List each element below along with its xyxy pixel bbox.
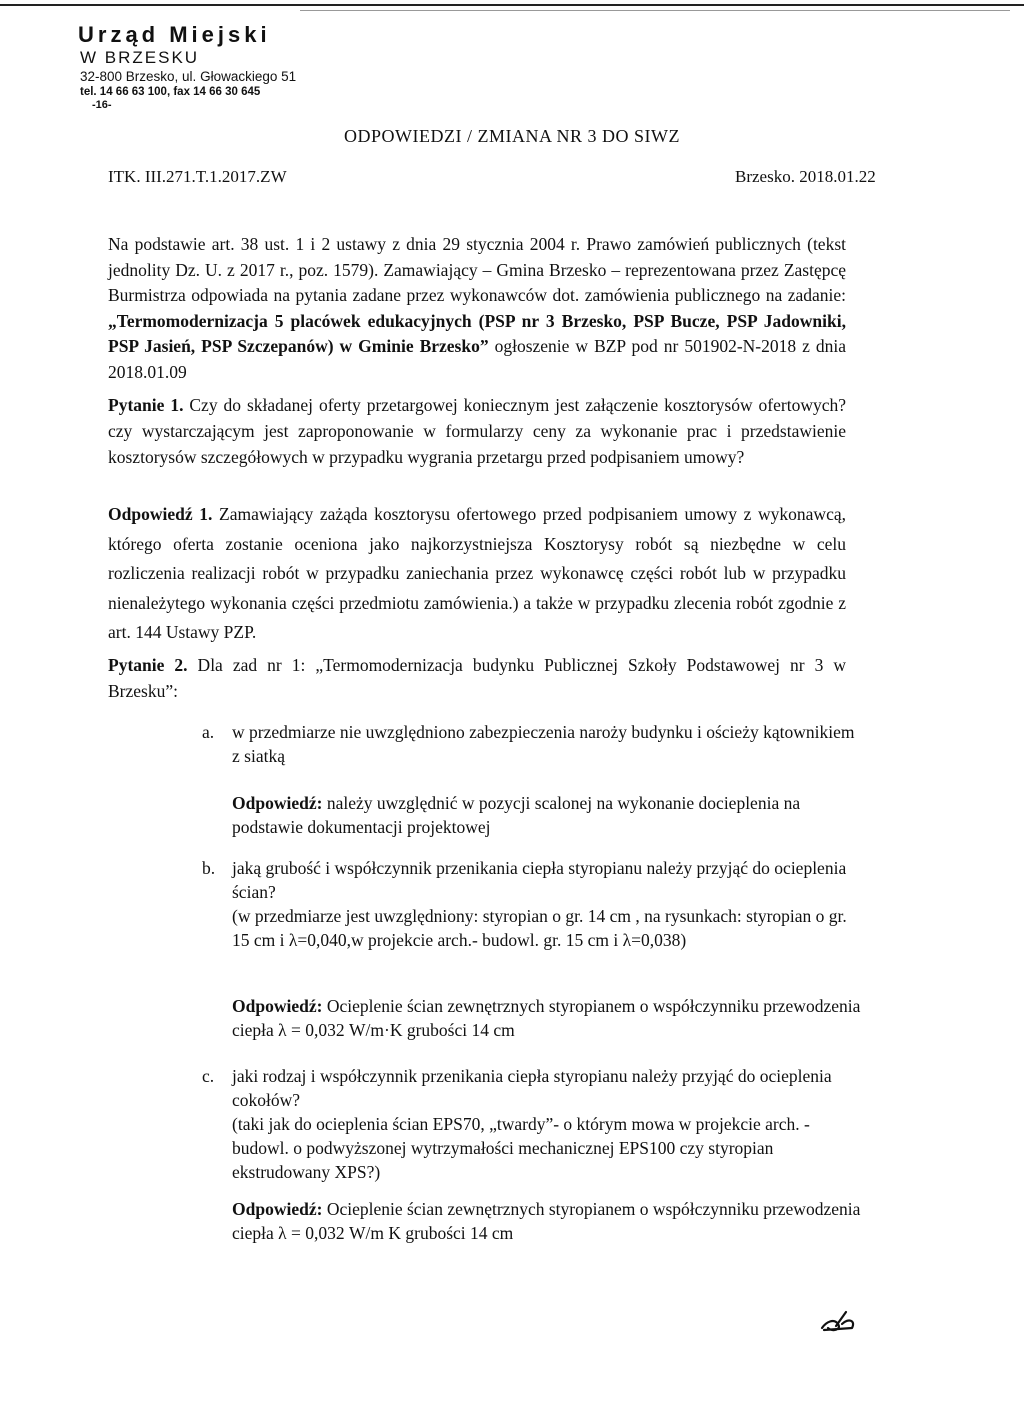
- list-item-letter: c.: [202, 1066, 215, 1086]
- answer-label: Odpowiedź:: [232, 793, 323, 813]
- stamp-office-name: Urząd Miejski: [78, 22, 271, 47]
- reference-number: ITK. III.271.T.1.2017.ZW: [108, 167, 287, 186]
- list-item-c: [202, 1064, 862, 1184]
- intro-task-name: „Termomodernizacja 5 placówek edukacyjnych (PSP nr 3 Brzesko, PSP Bucze, PSP Jadowniki, PSP Jasień, PSP Szczepanów) w Gminie Brzesko”: [108, 310, 846, 356]
- answer-text: Ocieplenie ścian zewnętrznych styropianem o współczynniku przewodzenia ciepła λ = 0,032 W/m K grubości 14 cm: [232, 1199, 861, 1243]
- question-1-label: Pytanie 1.: [108, 395, 184, 415]
- intro-paragraph: [108, 232, 846, 385]
- list-item-question: jaką grubość i współczynnik przenikania ciepła styropianu należy przyjąć do ocieplenia ścian?: [232, 858, 847, 902]
- question-2-label: Pytanie 2.: [108, 655, 188, 675]
- list-item-a: [202, 720, 862, 768]
- stamp-phone: tel. 14 66 63 100, fax 14 66 30 645: [80, 86, 261, 98]
- answer-text: Ocieplenie ścian zewnętrznych styropianem o współczynniku przewodzenia ciepła λ = 0,032 W/m·K grubości 14 cm: [232, 996, 861, 1040]
- intro-text-1: Na podstawie art. 38 ust. 1 i 2 ustawy z dnia 29 stycznia 2004 r. Prawo zamówień publicznych (tekst jednolity Dz. U. z 2017 r., poz. 1579). Zamawiający – Gmina Brzesko – reprezentowana przez Zastępcę Burmistrza odpowiada na pytania zadane przez wykonawców dot. zamówienia publicznego na zadanie:: [108, 234, 846, 305]
- list-item-c-answer: [232, 1197, 862, 1245]
- stamp-number: -16-: [92, 99, 112, 111]
- question-2: [108, 652, 846, 704]
- list-item-note: (taki jak do ocieplenia ścian EPS70, „twardy”- o którym mowa w projekcie arch. -budowl. o podwyższonej wytrzymałości mechanicznej EPS100 czy styropian ekstrudowany XPS?): [232, 1114, 810, 1182]
- answer-text: należy uwzględnić w pozycji scalonej na wykonanie docieplenia na podstawie dokumentacji projektowej: [232, 793, 801, 837]
- office-stamp: [78, 22, 358, 112]
- answer-label: Odpowiedź:: [232, 996, 323, 1016]
- list-item-b: [202, 856, 862, 952]
- list-item-letter: b.: [202, 858, 216, 878]
- answer-label: Odpowiedź:: [232, 1199, 323, 1219]
- document-title: ODPOWIEDZI / ZMIANA NR 3 DO SIWZ: [344, 126, 680, 146]
- list-item-question: jaki rodzaj i współczynnik przenikania ciepła styropianu należy przyjąć do ocieplenia cokołów?: [232, 1066, 832, 1110]
- list-item-question: w przedmiarze nie uwzględniono zabezpieczenia naroży budynku i ościeży kątownikiem z siatką: [232, 722, 855, 766]
- answer-1-text: Zamawiający zażąda kosztorysu ofertowego przed podpisaniem umowy z wykonawcą, którego oferta zostanie oceniona jako najkorzystniejsza Kosztorysy robót są niezbędne w celu rozliczenia realizacji robót w przypadku zaniechania przez wykonawcę części robót lub w przypadku nienależytego wykonania części przedmiotu zamówienia.) a także w przypadku zlecenia robót zgodnie z art. 144 Ustawy PZP.: [108, 504, 846, 642]
- top-border-line-thin: [300, 10, 1010, 11]
- list-item-a-answer: [232, 791, 862, 839]
- question-1-text: Czy do składanej oferty przetargowej koniecznym jest załączenie kosztorysów ofertowych? czy wystarczającym jest zaproponowanie w formularzy ceny za wykonanie prac i przedstawienie kosztorysów szczegółowych w przypadku wygrania przetargu przed podpisaniem umowy?: [108, 395, 846, 467]
- document-date: Brzesko. 2018.01.22: [735, 167, 876, 186]
- answer-1: [108, 500, 846, 648]
- intro-text-2: ogłoszenie w BZP pod nr 501902-N-2018 z dnia 2018.01.09: [108, 336, 846, 382]
- top-border-line: [0, 4, 1024, 6]
- handwritten-initials-icon: [816, 1304, 864, 1334]
- list-item-letter: a.: [202, 722, 215, 742]
- stamp-city: W BRZESKU: [80, 48, 200, 67]
- list-item-b-answer: [232, 994, 862, 1042]
- question-2-text: Dla zad nr 1: „Termomodernizacja budynku Publicznej Szkoły Podstawowej nr 3 w Brzesku”:: [108, 655, 846, 701]
- question-1: [108, 392, 846, 470]
- stamp-address: 32-800 Brzesko, ul. Głowackiego 51: [80, 69, 297, 84]
- answer-1-label: Odpowiedź 1.: [108, 504, 213, 524]
- list-item-note: (w przedmiarze jest uwzględniony: styropian o gr. 14 cm , na rysunkach: styropian o gr. 15 cm i λ=0,040,w projekcie arch.- budowl. gr. 15 cm i λ=0,038): [232, 906, 847, 950]
